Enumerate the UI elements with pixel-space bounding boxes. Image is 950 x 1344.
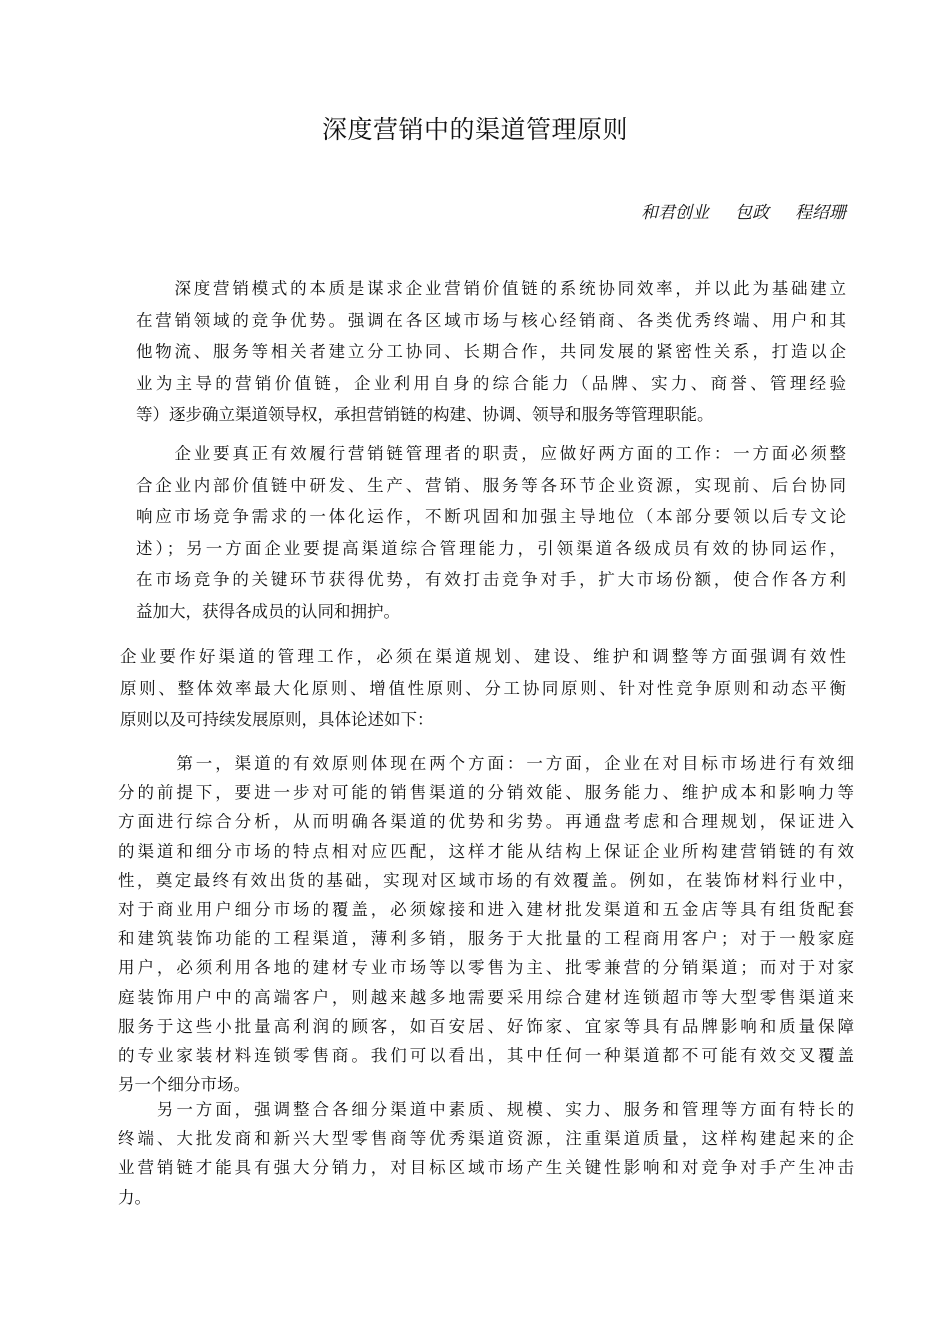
author-name: 程绍珊 xyxy=(795,203,846,223)
text-line: 第一，渠道的有效原则体现在两个方面：一方面，企业在对目标市场进行有效细 xyxy=(118,754,854,773)
text-line: 合企业内部价值链中研发、生产、营销、服务等各环节企业资源，实现前、后台协同 xyxy=(136,475,846,495)
text-line: 方面进行综合分析，从而明确各渠道的优势和劣势。再通盘考虑和合理规划，保证进入 xyxy=(118,812,854,832)
text-line: 企业要真正有效履行营销链管理者的职责，应做好两方面的工作：一方面必须整 xyxy=(136,444,846,463)
author-organization: 和君创业 xyxy=(641,203,709,223)
text-line: 分的前提下，要进一步对可能的销售渠道的分销效能、服务能力、维护成本和影响力等 xyxy=(118,783,854,803)
text-line: 终端、大批发商和新兴大型零售商等优秀渠道资源，注重渠道质量，这样构建起来的企 xyxy=(118,1129,854,1149)
text-line: 庭装饰用户中的高端客户，则越来越多地需要采用综合建材连锁超市等大型零售渠道来 xyxy=(118,987,854,1007)
text-line: 企业要作好渠道的管理工作，必须在渠道规划、建设、维护和调整等方面强调有效性 xyxy=(120,647,846,666)
text-line: 性，奠定最终有效出货的基础，实现对区域市场的有效覆盖。例如，在装饰材料行业中， xyxy=(118,870,854,890)
author-line xyxy=(641,198,846,228)
text-line: 另一个细分市场。 xyxy=(118,1075,250,1095)
text-line: 益加大，获得各成员的认同和拥护。 xyxy=(136,601,400,621)
text-line: 力。 xyxy=(118,1187,151,1207)
text-line: 他物流、服务等相关者建立分工协同、长期合作，共同发展的紧密性关系，打造以企 xyxy=(136,342,846,361)
text-line: 在营销领域的竞争优势。强调在各区域市场与核心经销商、各类优秀终端、用户和其 xyxy=(136,310,846,330)
text-line: 的专业家装材料连锁零售商。我们可以看出，其中任何一种渠道都不可能有效交叉覆盖 xyxy=(118,1046,854,1066)
paragraph xyxy=(118,1095,854,1212)
text-line: 业为主导的营销价值链，企业利用自身的综合能力（品牌、实力、商誉、管理经验 xyxy=(136,373,846,393)
paragraph xyxy=(118,749,854,1099)
paragraph xyxy=(120,641,846,736)
text-line: 对于商业用户细分市场的覆盖，必须嫁接和进入建材批发渠道和五金店等具有组货配套 xyxy=(118,900,854,920)
text-line: 用户，必须利用各地的建材专业市场等以零售为主、批零兼营的分销渠道；而对于对家 xyxy=(118,958,854,978)
text-line: 原则、整体效率最大化原则、增值性原则、分工协同原则、针对性竞争原则和动态平衡 xyxy=(120,678,846,698)
document-title: 深度营销中的渠道管理原则 xyxy=(321,115,628,144)
text-line: 服务于这些小批量高利润的顾客，如百安居、好饰家、宜家等具有品牌影响和质量保障 xyxy=(118,1016,854,1036)
text-line: 和建筑装饰功能的工程渠道，薄利多销，服务于大批量的工程商用客户；对于一般家庭 xyxy=(118,929,854,949)
author-name: 包政 xyxy=(735,203,769,223)
text-line: 业营销链才能具有强大分销力，对目标区域市场产生关键性影响和对竞争对手产生冲击 xyxy=(118,1158,854,1178)
text-line: 的渠道和细分市场的特点相对应匹配，这样才能从结构上保证企业所构建营销链的有效 xyxy=(118,841,854,861)
text-line: 原则以及可持续发展原则，具体论述如下： xyxy=(120,710,434,729)
text-line: 深度营销模式的本质是谋求企业营销价值链的系统协同效率，并以此为基础建立 xyxy=(136,279,846,298)
text-line: 另一方面，强调整合各细分渠道中素质、规模、实力、服务和管理等方面有特长的 xyxy=(118,1100,854,1119)
text-line: 在市场竞争的关键环节获得优势，有效打击竞争对手，扩大市场份额，使合作各方利 xyxy=(136,570,846,589)
paragraph xyxy=(136,273,846,431)
text-line: 响应市场竞争需求的一体化运作，不断巩固和加强主导地位（本部分要领以后专文论 xyxy=(136,507,846,526)
paragraph xyxy=(136,438,846,627)
text-line: 述）；另一方面企业要提高渠道综合管理能力，引领渠道各级成员有效的协同运作， xyxy=(136,538,846,558)
text-line: 等）逐步确立渠道领导权，承担营销链的构建、协调、领导和服务等管理职能。 xyxy=(136,405,714,424)
